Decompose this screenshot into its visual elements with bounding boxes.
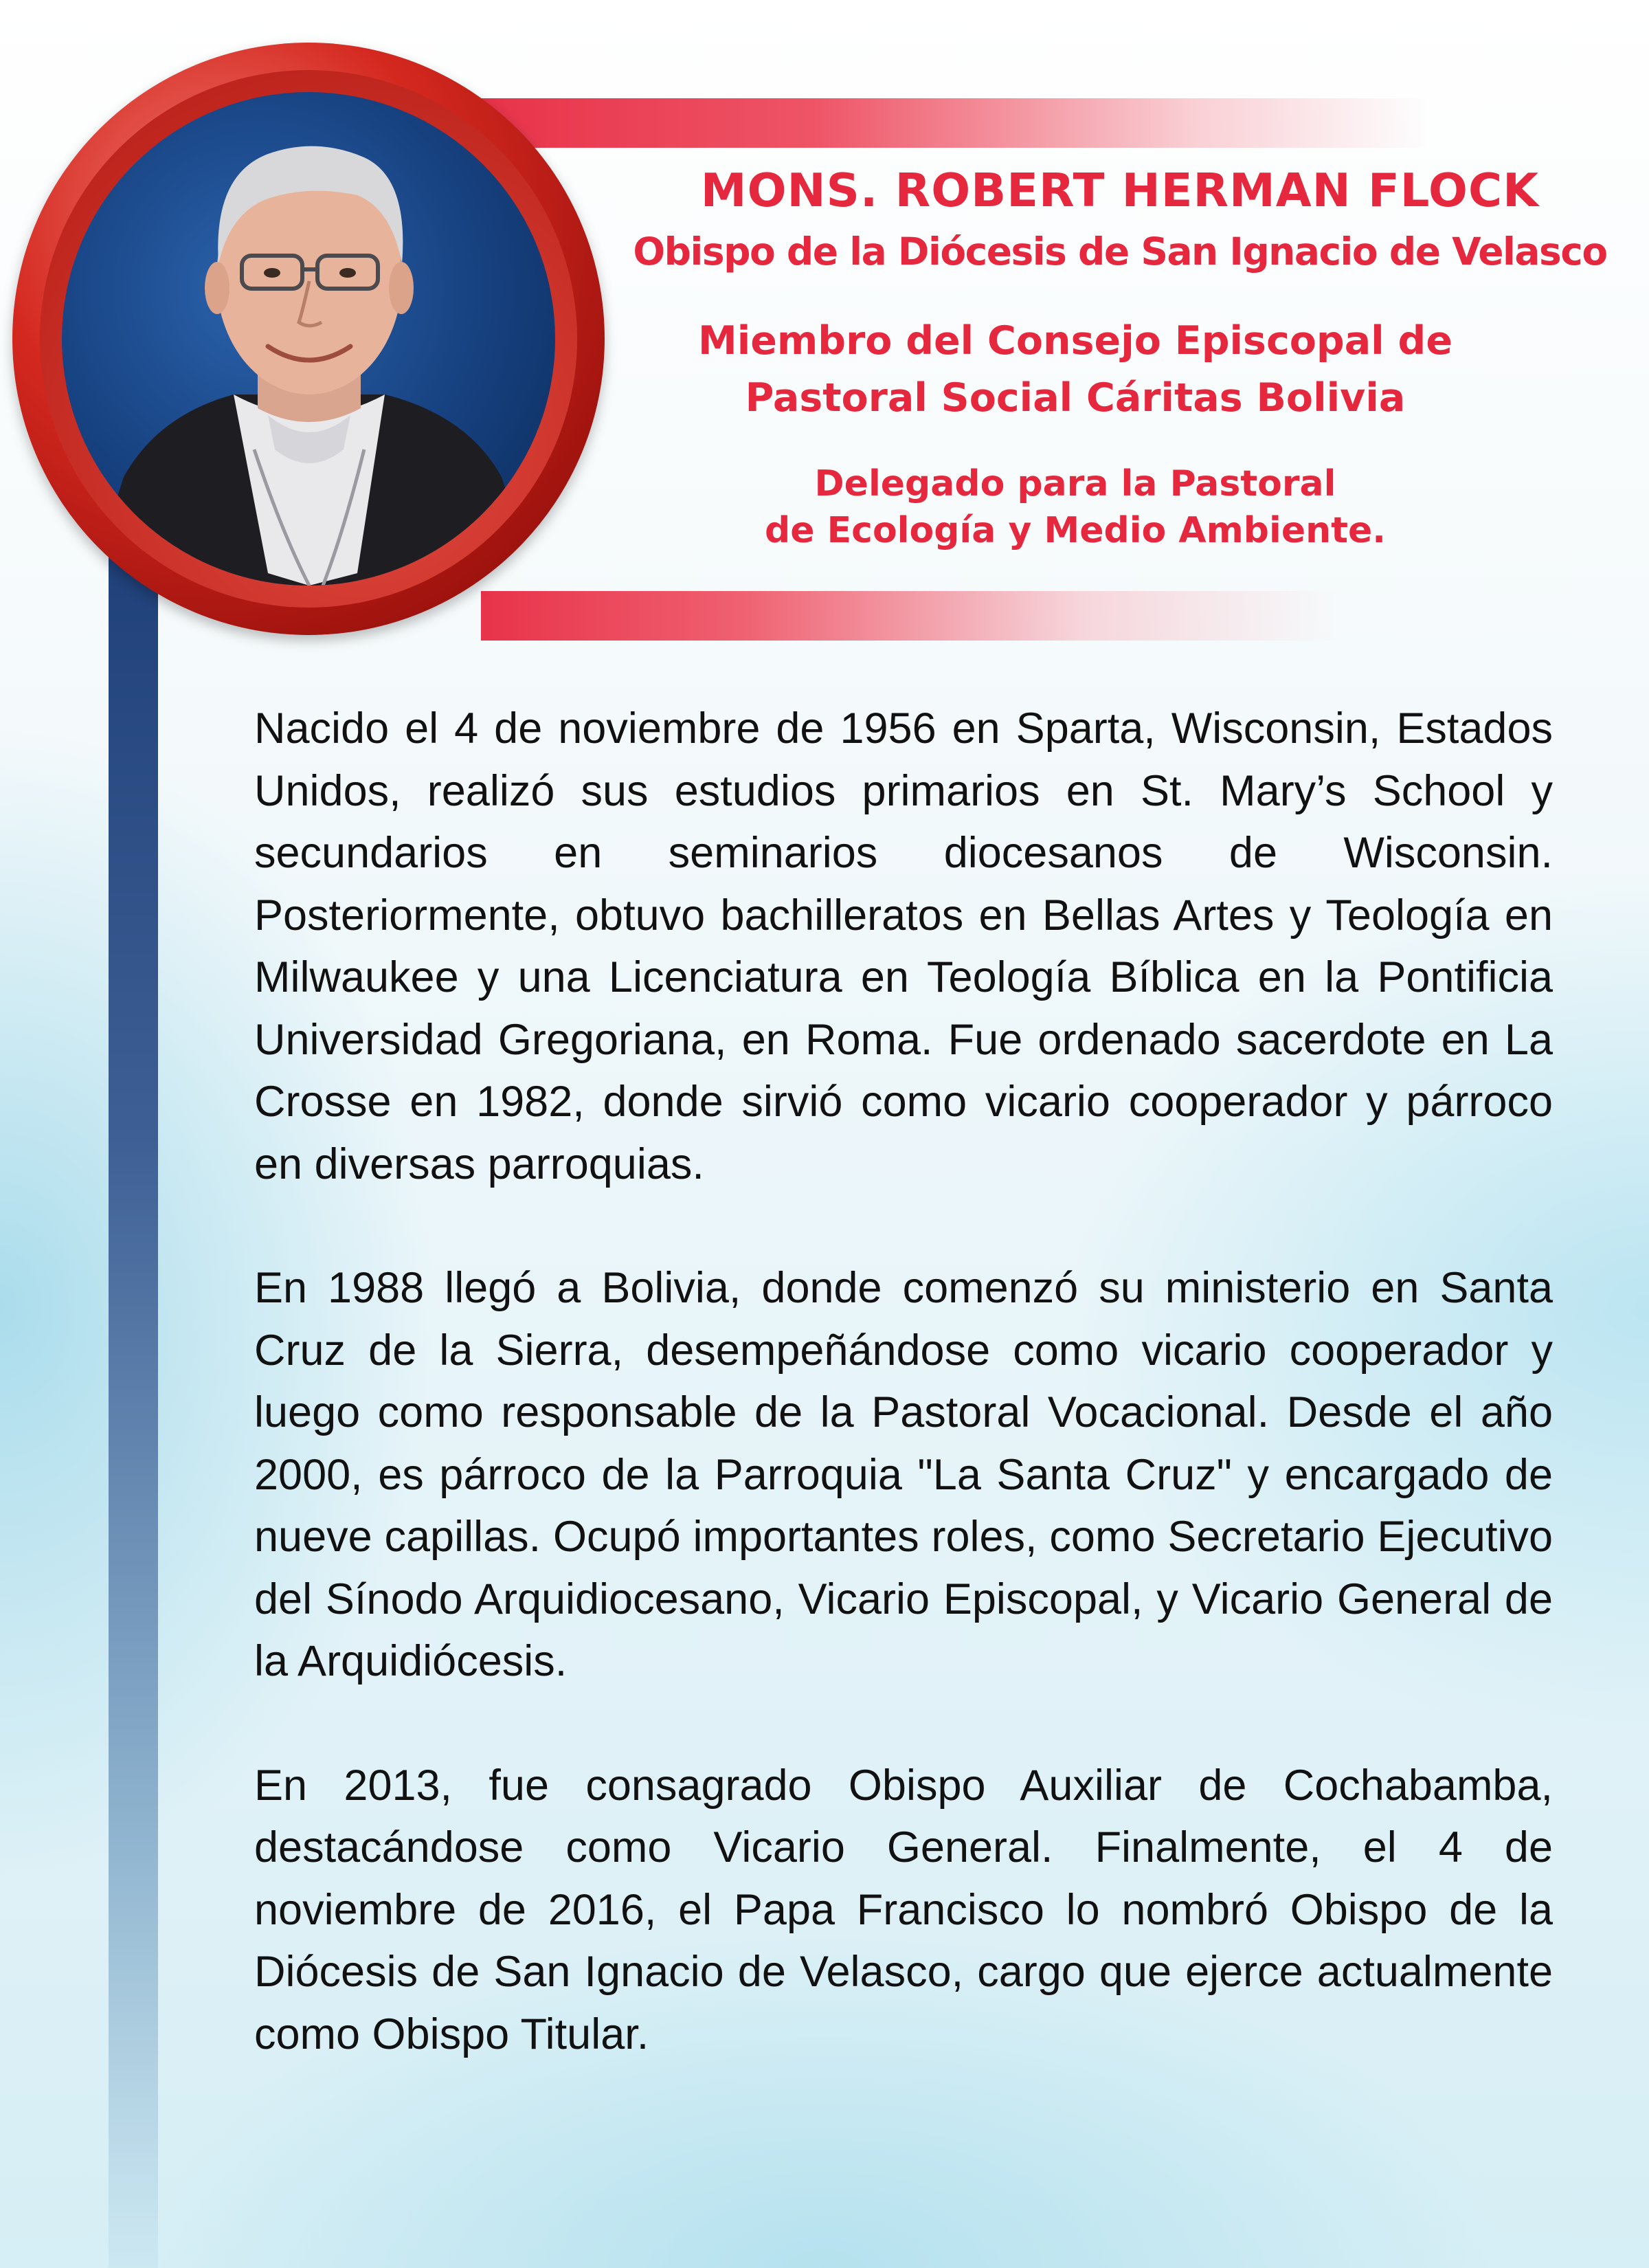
bishop-portrait-illustration bbox=[62, 92, 555, 586]
side-accent-bar bbox=[109, 529, 158, 2268]
header-top-band bbox=[481, 98, 1429, 148]
portrait-photo bbox=[62, 92, 555, 586]
role-council-member bbox=[618, 313, 1532, 427]
page-subtitle: Obispo de la Diócesis de San Ignacio de Velasco bbox=[633, 230, 1607, 274]
role-ecology-line1: Delegado para la Pastoral bbox=[814, 463, 1336, 504]
bio-paragraph-episcopate: En 2013, fue consagrado Obispo Auxiliar de Cochabamba, destacándose como Vicario General. Finalmente, el 4 de noviembre de 2016, el Papa Francisco lo nombró Obispo de la Diócesis de San Ignacio de Velasco, cargo que ejerce actualmente como Obispo Titular. bbox=[254, 1761, 1553, 2058]
bio-paragraph-birth-education: Nacido el 4 de noviembre de 1956 en Sparta, Wisconsin, Estados Unidos, realizó sus estudios primarios en St. Mary’s School y secundarios en seminarios diocesanos de Wisconsin. Posteriormente, obtuvo bachilleratos en Bellas Artes y Teología en Milwaukee y una Licenciatura en Teología Bíblica en la Pontificia Universidad Gregoriana, en Roma. Fue ordenado sacerdote en La Crosse en 1982, donde sirvió como vicario cooperador y párroco en diversas parroquias. bbox=[254, 704, 1553, 1188]
role-ecology-line2: de Ecología y Medio Ambiente. bbox=[765, 510, 1386, 551]
role-council-line1: Miembro del Consejo Episcopal de bbox=[697, 318, 1453, 364]
role-ecology-delegate bbox=[618, 460, 1532, 554]
page-title: MONS. ROBERT HERMAN FLOCK bbox=[700, 164, 1540, 217]
role-council-line2: Pastoral Social Cáritas Bolivia bbox=[745, 375, 1406, 421]
biography bbox=[254, 698, 1553, 2127]
header-bottom-band bbox=[481, 591, 1340, 641]
bio-paragraph-bolivia-ministry: En 1988 llegó a Bolivia, donde comenzó su ministerio en Santa Cruz de la Sierra, desempeñándose como vicario cooperador y luego como responsable de la Pastoral Vocacional. Desde el año 2000, es párroco de la Parroquia "La Santa Cruz" y encargado de nueve capillas. Ocupó importantes roles, como Secretario Ejecutivo del Sínodo Arquidiocesano, Vicario Episcopal, y Vicario General de la Arquidiócesis. bbox=[254, 1264, 1553, 1685]
portrait-frame bbox=[12, 43, 605, 635]
